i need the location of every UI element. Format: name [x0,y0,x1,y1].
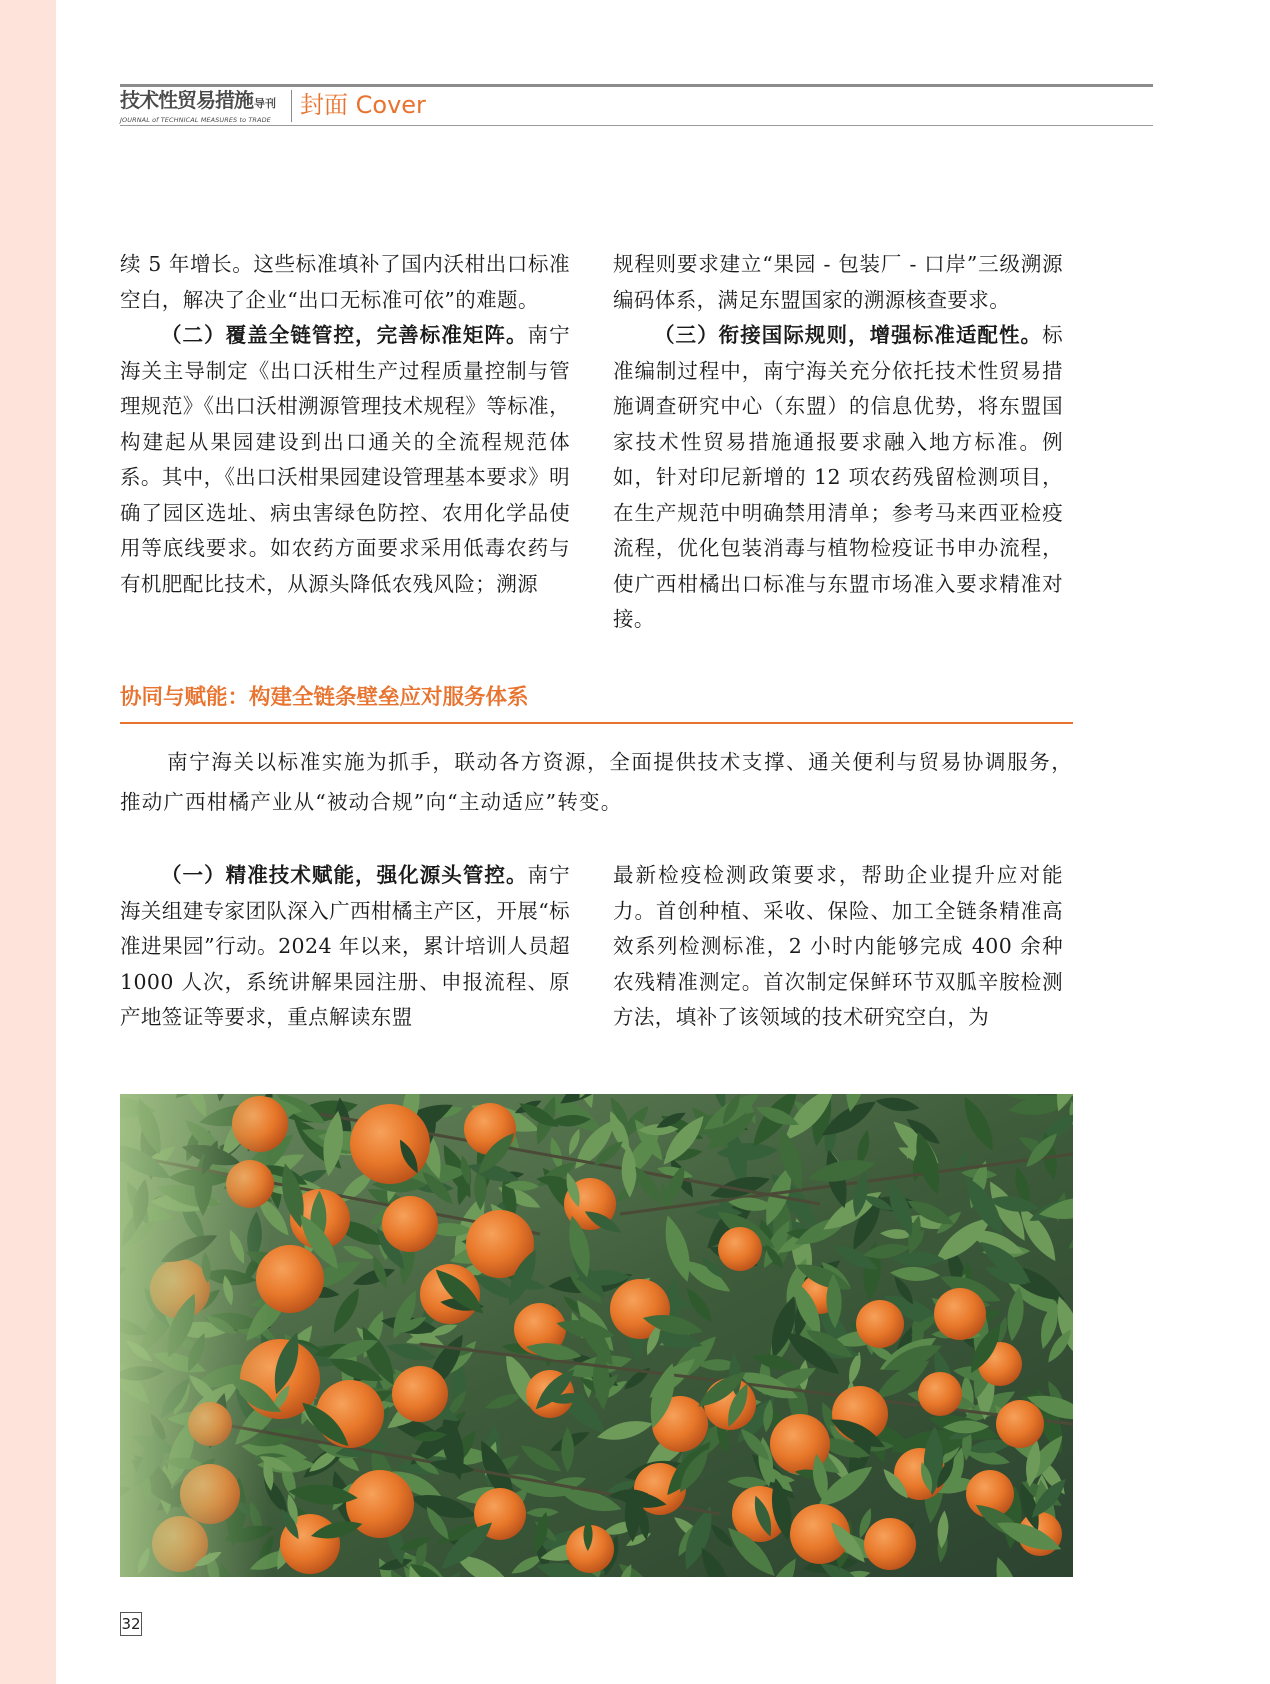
orange-fruit [718,1227,762,1271]
paragraph-body: 南宁海关组建专家团队深入广西柑橘主产区，开展“标准进果园”行动。2024 年以来，累计培训人员超 1000 人次，系统讲解果园注册、申报流程、原产地签证等要求，重点解读东盟 [120,863,570,1029]
top-right-column [613,247,1063,638]
journal-title-suffix: 导刊 [254,97,276,110]
orange-fruit [382,1196,438,1252]
paragraph [120,318,570,602]
orange-fruit [610,1279,670,1339]
header-separator [291,90,292,122]
section-heading: 协同与赋能：构建全链条壁垒应对服务体系 [120,685,529,710]
bottom-right-column [613,858,1063,1036]
orange-fruit [918,1372,962,1416]
page-number: 32 [120,1612,142,1636]
paragraph: 规程则要求建立“果园 - 包装厂 - 口岸”三级溯源编码体系，满足东盟国家的溯源核查要求。 [613,252,1063,312]
orange-fruit [392,1366,448,1422]
section-label: 封面 Cover [300,91,426,119]
paragraph [120,858,570,1036]
top-left-column [120,247,570,602]
paragraph-lead: （三）衔接国际规则，增强标准适配性。 [654,323,1043,347]
paragraph: 续 5 年增长。这些标准填补了国内沃柑出口标准空白，解决了企业“出口无标准可依”的难题。 [120,252,570,312]
orange-fruit [934,1288,986,1340]
journal-title-main: 技术性贸易措施 [120,88,253,112]
orange-fruit [864,1518,916,1570]
paragraph-lead: （二）覆盖全链管控，完善标准矩阵。 [161,323,528,347]
paragraph-lead: （一）精准技术赋能，强化源头管控。 [161,863,528,887]
journal-title-en: JOURNAL of TECHNICAL MEASURES to TRADE [120,116,271,124]
orange-fruit [996,1400,1044,1448]
header-top-rule [120,84,1153,87]
header-bottom-rule [120,125,1153,126]
paragraph-body: 标准编制过程中，南宁海关充分依托技术性贸易措施调查研究中心（东盟）的信息优势，将东盟国家技术性贸易措施通报要求融入地方标准。例如，针对印尼新增的 12 项农药残留检测项目，在生产规范中明确禁用清单；参考马来西亚检疫流程，优化包装消毒与植物检疫证书申办流程，使广西柑橘出口标准与东盟市场准入要求精准对接。 [613,323,1063,631]
bottom-left-column [120,858,570,1036]
orange-orchard-illustration [120,1094,1073,1577]
intro-paragraph: 南宁海关以标准实施为抓手，联动各方资源，全面提供技术支撑、通关便利与贸易协调服务，推动广西柑橘产业从“被动合规”向“主动适应”转变。 [120,750,1073,814]
journal-logo [120,88,285,122]
paragraph [613,318,1063,638]
orange-orchard-photo [120,1094,1073,1577]
side-color-band [0,0,56,1684]
paragraph-body: 南宁海关主导制定《出口沃柑生产过程质量控制与管理规范》《出口沃柑溯源管理技术规程》等标准，构建起从果园建设到出口通关的全流程规范体系。其中，《出口沃柑果园建设管理基本要求》明确了园区选址、病虫害绿色防控、农用化学品使用等底线要求。如农药方面要求采用低毒农药与有机肥配比技术，从源头降低农残风险；溯源 [120,323,570,596]
orange-fruit [856,1300,904,1348]
foreground-blur [120,1094,270,1577]
orange-fruit [350,1104,430,1184]
paragraph: 最新检疫检测政策要求，帮助企业提升应对能力。首创种植、采收、保险、加工全链条精准高效系列检测标准，2 小时内能够完成 400 余种农残精准测定。首次制定保鲜环节双胍辛胺检测方法，填补了该领域的技术研究空白，为 [613,863,1063,1029]
section-heading-rule [120,722,1073,724]
journal-title-cn [120,88,285,116]
